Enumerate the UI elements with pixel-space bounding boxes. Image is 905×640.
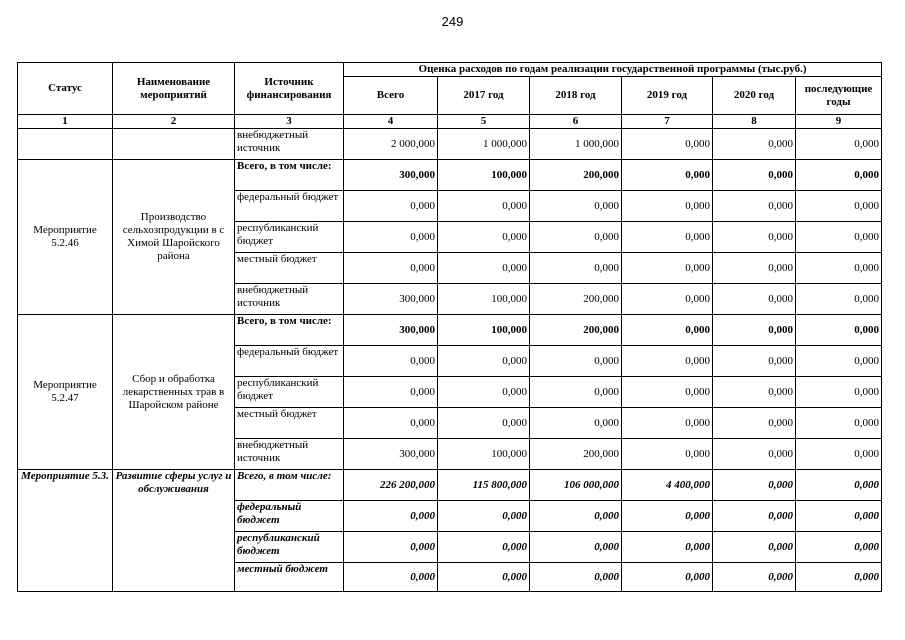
value-cell: 0,000 [713,191,796,222]
source-cell: Всего, в том числе: [235,470,344,501]
table-row [18,315,882,346]
value-cell: 0,000 [796,222,882,253]
value-cell: 0,000 [344,532,438,563]
value-cell: 0,000 [622,129,713,160]
value-cell: 0,000 [622,315,713,346]
value-cell: 0,000 [622,222,713,253]
value-cell: 0,000 [622,253,713,284]
value-cell: 0,000 [344,408,438,439]
value-cell: 0,000 [530,377,622,408]
value-cell: 0,000 [438,222,530,253]
name-cell: Сбор и обработка лекарственных трав в Шаройском районе [113,315,235,470]
value-cell: 115 800,000 [438,470,530,501]
source-cell: местный бюджет [235,563,344,592]
value-cell: 0,000 [713,439,796,470]
header-source: Источник финансирования [235,63,344,115]
value-cell: 0,000 [713,222,796,253]
value-cell: 0,000 [713,346,796,377]
value-cell: 200,000 [530,439,622,470]
value-cell: 0,000 [530,408,622,439]
source-cell: федеральный бюджет [235,191,344,222]
value-cell: 0,000 [796,501,882,532]
value-cell: 0,000 [713,284,796,315]
value-cell: 0,000 [713,532,796,563]
value-cell: 0,000 [622,439,713,470]
value-cell: 0,000 [796,346,882,377]
source-cell: внебюджетный источник [235,129,344,160]
value-cell: 200,000 [530,315,622,346]
source-cell: внебюджетный источник [235,439,344,470]
header-year: 2017 год [438,77,530,115]
value-cell: 0,000 [713,501,796,532]
value-cell: 0,000 [438,253,530,284]
value-cell: 0,000 [622,501,713,532]
value-cell: 0,000 [530,532,622,563]
value-cell: 0,000 [796,284,882,315]
value-cell: 200,000 [530,160,622,191]
status-cell: Мероприятие 5.3. [18,470,113,592]
value-cell: 4 400,000 [622,470,713,501]
table-body [18,129,882,592]
value-cell: 0,000 [344,191,438,222]
source-cell: местный бюджет [235,408,344,439]
value-cell: 0,000 [796,315,882,346]
value-cell: 1 000,000 [530,129,622,160]
source-cell: республиканский бюджет [235,377,344,408]
value-cell: 0,000 [438,501,530,532]
value-cell: 0,000 [713,563,796,592]
value-cell: 0,000 [713,160,796,191]
value-cell: 300,000 [344,284,438,315]
value-cell: 0,000 [713,408,796,439]
table-row [18,470,882,501]
status-cell [18,129,113,160]
value-cell: 0,000 [530,346,622,377]
value-cell: 100,000 [438,160,530,191]
value-cell: 0,000 [713,253,796,284]
value-cell: 0,000 [622,160,713,191]
page-number: 249 [441,14,464,29]
value-cell: 226 200,000 [344,470,438,501]
col-number: 4 [344,115,438,129]
source-cell: республиканский бюджет [235,222,344,253]
source-cell: республиканский бюджет [235,532,344,563]
value-cell: 0,000 [713,129,796,160]
source-cell: Всего, в том числе: [235,315,344,346]
value-cell: 0,000 [344,253,438,284]
budget-table [17,62,882,592]
source-cell: местный бюджет [235,253,344,284]
value-cell: 0,000 [796,563,882,592]
value-cell: 0,000 [796,377,882,408]
header-year: последующие годы [796,77,882,115]
source-cell: Всего, в том числе: [235,160,344,191]
header-name: Наименование мероприятий [113,63,235,115]
col-number: 9 [796,115,882,129]
value-cell: 0,000 [344,222,438,253]
value-cell: 0,000 [796,191,882,222]
value-cell: 0,000 [796,439,882,470]
value-cell: 0,000 [713,470,796,501]
value-cell: 106 000,000 [530,470,622,501]
value-cell: 0,000 [796,160,882,191]
value-cell: 300,000 [344,315,438,346]
value-cell: 0,000 [438,563,530,592]
value-cell: 0,000 [796,532,882,563]
header-year: Всего [344,77,438,115]
value-cell: 0,000 [530,222,622,253]
value-cell: 0,000 [438,377,530,408]
header-year: 2020 год [713,77,796,115]
status-cell: Мероприятие 5.2.46 [18,160,113,315]
value-cell: 0,000 [438,346,530,377]
source-cell: федеральный бюджет [235,346,344,377]
value-cell: 0,000 [344,346,438,377]
value-cell: 0,000 [796,253,882,284]
value-cell: 0,000 [622,377,713,408]
name-cell: Производство сельхозпродукции в с Химой Шаройского района [113,160,235,315]
value-cell: 0,000 [622,563,713,592]
col-number: 1 [18,115,113,129]
value-cell: 0,000 [530,563,622,592]
value-cell: 0,000 [344,501,438,532]
value-cell: 0,000 [622,191,713,222]
col-number: 7 [622,115,713,129]
table-row [18,129,882,160]
value-cell: 2 000,000 [344,129,438,160]
value-cell: 300,000 [344,160,438,191]
value-cell: 0,000 [438,191,530,222]
header-estimate: Оценка расходов по годам реализации государственной программы (тыс.руб.) [344,63,882,77]
value-cell: 300,000 [344,439,438,470]
value-cell: 0,000 [438,408,530,439]
value-cell: 0,000 [713,315,796,346]
header-year: 2019 год [622,77,713,115]
value-cell: 100,000 [438,315,530,346]
value-cell: 0,000 [796,408,882,439]
value-cell: 0,000 [622,408,713,439]
table-row [18,160,882,191]
value-cell: 0,000 [622,532,713,563]
value-cell: 200,000 [530,284,622,315]
value-cell: 0,000 [344,377,438,408]
header-year: 2018 год [530,77,622,115]
value-cell: 0,000 [530,501,622,532]
value-cell: 100,000 [438,439,530,470]
value-cell: 0,000 [796,129,882,160]
source-cell: федеральный бюджет [235,501,344,532]
col-number: 3 [235,115,344,129]
name-cell: Развитие сферы услуг и обслуживания [113,470,235,592]
name-cell [113,129,235,160]
col-number: 5 [438,115,530,129]
value-cell: 0,000 [796,470,882,501]
value-cell: 0,000 [438,532,530,563]
value-cell: 1 000,000 [438,129,530,160]
col-number: 6 [530,115,622,129]
value-cell: 0,000 [622,284,713,315]
value-cell: 0,000 [344,563,438,592]
value-cell: 0,000 [713,377,796,408]
value-cell: 0,000 [530,253,622,284]
status-cell: Мероприятие 5.2.47 [18,315,113,470]
value-cell: 0,000 [530,191,622,222]
value-cell: 0,000 [622,346,713,377]
col-number: 8 [713,115,796,129]
value-cell: 100,000 [438,284,530,315]
col-number: 2 [113,115,235,129]
source-cell: внебюджетный источник [235,284,344,315]
header-status: Статус [18,63,113,115]
